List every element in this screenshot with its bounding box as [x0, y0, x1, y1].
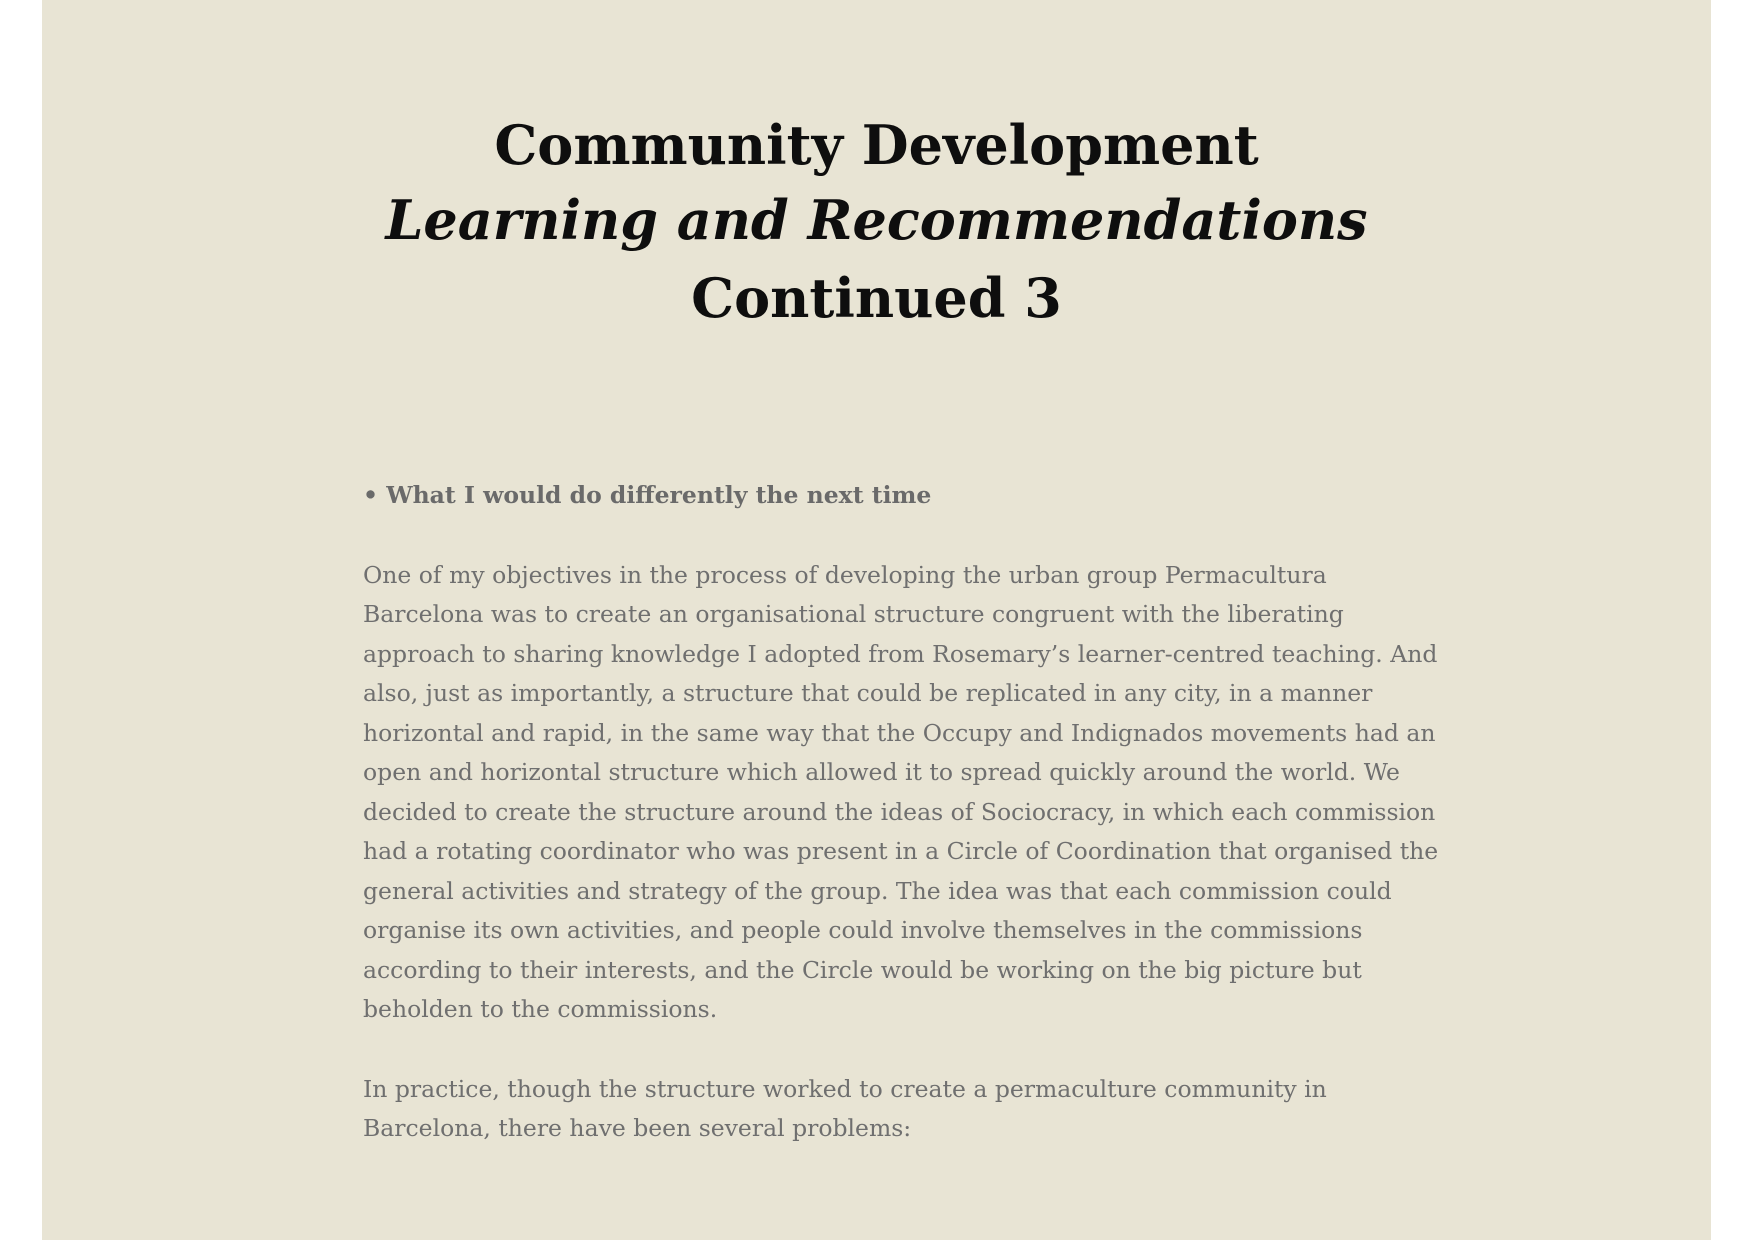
body-content: [363, 476, 1453, 1189]
section-heading: • What I would do differently the next time: [363, 481, 932, 509]
title-block: [0, 108, 1753, 338]
paragraph-2: In practice, though the structure worked to create a permaculture community in Barcelona, there have been several problems:: [363, 1074, 1327, 1142]
continued-label: Continued 3: [691, 266, 1062, 330]
page-title: Community Development: [494, 113, 1259, 177]
slide-page: [42, 0, 1711, 1240]
paragraph-1: One of my objectives in the process of developing the urban group Permacultura Barcelona was to create an organisational structure congruent with the liberating approach to sharing knowledge I adopted from Rosemary’s learner-centred teaching. And also, just as importantly, a structure that could be replicated in any city, in a manner horizontal and rapid, in the same way that the Occupy and Indignados movements had an open and horizontal structure which allowed it to spread quickly around the world. We decided to create the structure around the ideas of Sociocracy, in which each commission had a rotating coordinator who was present in a Circle of Coordination that organised the general activities and strategy of the group. The idea was that each commission could organise its own activities, and people could involve themselves in the commissions according to their interests, and the Circle would be working on the big picture but beholden to the commissions.: [363, 560, 1439, 1023]
page-subtitle: Learning and Recommendations: [385, 188, 1368, 252]
